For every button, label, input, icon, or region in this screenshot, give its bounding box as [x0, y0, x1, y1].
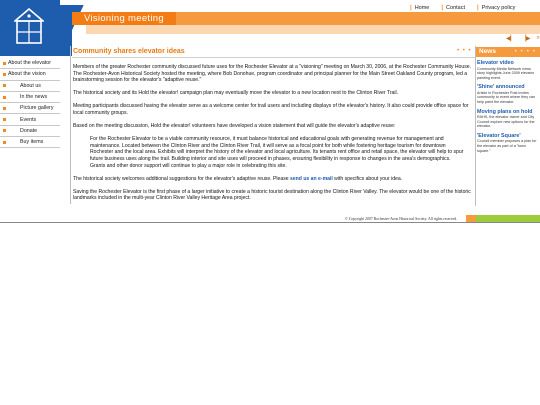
- vision-statement: For the Rochester Elevator to be a viable community resource, it must balance historical and educational goals with generating revenue for management and maintenance. Located between the Clinton River and the Clinton River Trail, it will serve as a focal point for both while fostering heritage tourism for downtown Rochester and the local area. Exhibits will interpret the history of the elevator and local agriculture. Its tenants rent office and retail space, the elevator will help to spur future business uses along the trail. Building interior and site uses will proceed in phases, ensuring flexibility in response to changes in the area's demographics. Grants and other donor support will continue to play a major role in celebrating this site.: [90, 136, 464, 169]
- news-item-title[interactable]: 'Elevator Square': [477, 132, 521, 139]
- nav-bullet-icon: [3, 129, 6, 132]
- footer-divider: [0, 222, 540, 223]
- news-item-text: Council member proposes a plan for the elevator as part of a "town square.": [477, 139, 537, 153]
- nav-item-about-elevator[interactable]: [0, 58, 60, 69]
- news-item: [477, 60, 539, 80]
- news-item-title[interactable]: Elevator video: [477, 60, 514, 66]
- email-link[interactable]: send us an e-mail: [290, 175, 333, 182]
- nav-item-events[interactable]: [0, 114, 60, 125]
- previous-icon[interactable]: ◀▏: [506, 36, 516, 42]
- link-bullet-icon: |: [441, 4, 444, 11]
- nav-item-label: In the news: [20, 94, 48, 101]
- nav-item-label: Buy items: [20, 139, 44, 146]
- sidebar-nav: [0, 58, 60, 148]
- news-item: [477, 109, 539, 129]
- news-dots-icon: • • • •: [514, 48, 536, 55]
- news-item: [477, 84, 539, 104]
- news-item-text: Community Media Network news story highlights June 2009 elevator painting event.: [477, 66, 534, 80]
- search-icon[interactable]: ⌕: [536, 35, 540, 41]
- news-item-title[interactable]: Moving plans on hold: [477, 108, 533, 115]
- suggestion-text-end: with specifics about your idea.: [332, 175, 403, 182]
- article-paragraph: Members of the greater Rochester community discussed future uses for the Rochester Elevator at a "visioning" meeting on March 30, 2006, at the Rochester Community House. The Rochester-Avon Historical Society hosted the meeting, where Bob Donohue, program coordinator and principal planner for the Main Street Oakland County program, led a brainstorming session for the elevator's "adaptive reuse.": [73, 64, 472, 84]
- home-link[interactable]: [410, 3, 429, 12]
- contact-link[interactable]: [441, 3, 465, 12]
- divider: [475, 46, 476, 206]
- media-controls: [506, 35, 540, 42]
- article-paragraph: [73, 176, 474, 183]
- nav-item-about-us[interactable]: [0, 81, 60, 92]
- suggestion-text: The historical society welcomes additional suggestions for the elevator's adaptive reuse. Please: [73, 175, 291, 182]
- article-heading: Community shares elevator ideas: [73, 48, 185, 55]
- nav-bullet-icon: [3, 118, 6, 121]
- news-heading: [476, 47, 540, 57]
- article-paragraph: Saving the Rochester Elevator is the first phase of a larger initiative to create a historic tourist destination along the Clinton River Valley. The elevator would be one of the historic landmarks included in the multi-year Clinton River Valley Heritage Area project.: [73, 188, 471, 202]
- divider: [72, 57, 475, 58]
- nav-item-label: Picture gallery: [20, 105, 54, 112]
- nav-item-buy-items[interactable]: [0, 137, 60, 148]
- news-item-text: Article in Rochester Post invites community to event where they can help paint the elevator.: [477, 90, 536, 104]
- nav-bullet-icon: [3, 84, 6, 87]
- nav-bullet-icon: [3, 96, 6, 99]
- privacy-link-label: Privacy policy: [481, 4, 516, 11]
- home-link-label: Home: [414, 4, 430, 11]
- divider: [70, 46, 71, 204]
- article-body: [73, 64, 474, 208]
- title-bar-accent: [176, 12, 540, 25]
- privacy-policy-link[interactable]: [477, 3, 515, 12]
- nav-bullet-icon: [3, 62, 6, 65]
- news-item-title[interactable]: 'Shine' announced: [477, 84, 525, 91]
- nav-item-label: Donate: [20, 127, 38, 134]
- link-bullet-icon: |: [477, 4, 479, 11]
- building-logo-icon: [14, 8, 44, 44]
- nav-bullet-icon: [3, 73, 6, 76]
- nav-item-about-vision[interactable]: [0, 69, 60, 80]
- article-paragraph: Meeting participants discussed having the elevator serve as a welcome center for trail users and including displays of the elevator's history. It also could provide office space for local community groups.: [73, 103, 469, 116]
- news-item-text: RAHS, the elevator owner and City Council explore new options for the elevator.: [477, 115, 535, 129]
- news-list: [477, 60, 539, 157]
- link-bullet-icon: |: [410, 4, 412, 11]
- news-heading-label: News: [479, 48, 496, 55]
- nav-item-picture-gallery[interactable]: [0, 103, 60, 114]
- heading-dots-icon: • • •: [457, 48, 472, 54]
- nav-item-donate[interactable]: [0, 126, 60, 137]
- news-item: [477, 133, 539, 153]
- nav-bullet-icon: [3, 107, 6, 110]
- sub-bar: [86, 25, 540, 34]
- contact-link-label: Contact: [446, 4, 466, 11]
- nav-bullet-icon: [3, 141, 6, 144]
- article-paragraph: Based on the meeting discussion, Hold the elevator! volunteers have developed a vision statement that will guide the elevator's adaptive reuse:: [73, 123, 396, 130]
- title-bar: [72, 12, 540, 25]
- nav-item-label: About us: [20, 82, 41, 89]
- nav-item-label: About the vision: [8, 71, 46, 78]
- copyright: © Copyright 2007 Rochester-Avon Historical Society. All rights reserved.: [345, 217, 458, 221]
- nav-item-label: Events: [20, 116, 37, 123]
- nav-item-in-the-news[interactable]: [0, 92, 60, 103]
- nav-item-label: About the elevator: [8, 60, 51, 67]
- article-paragraph: The historical society and its Hold the elevator! campaign plan may eventually move the elevator to a new location next to the Clinton River Trail.: [73, 90, 399, 97]
- next-icon[interactable]: ▕▶: [521, 36, 531, 42]
- top-links: [410, 3, 527, 12]
- page-title: Visioning meeting: [84, 13, 164, 24]
